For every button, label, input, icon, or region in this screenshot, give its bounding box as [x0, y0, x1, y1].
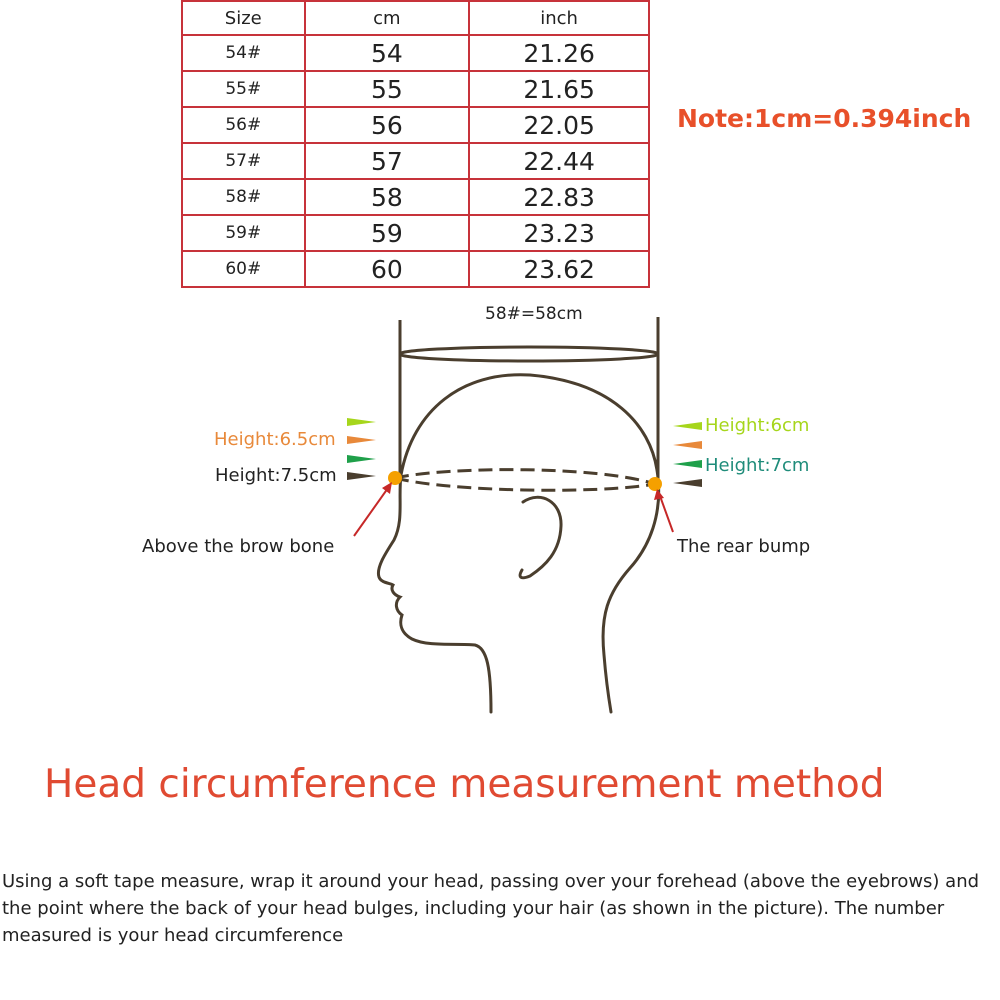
wedge-height-7-left [347, 455, 376, 463]
size-cell: 55# [182, 71, 305, 107]
head-outline [378, 375, 657, 712]
size-cell: 59# [182, 215, 305, 251]
rear-bump-label: The rear bump [677, 536, 811, 557]
rear-pointer-line [660, 496, 673, 532]
inch-cell: 21.26 [469, 35, 649, 71]
inch-cell: 23.62 [469, 251, 649, 287]
height-7-label: Height:7cm [705, 455, 810, 476]
header-inch: inch [469, 1, 649, 35]
cm-cell: 54 [305, 35, 470, 71]
size-cell: 56# [182, 107, 305, 143]
brow-point-marker [388, 471, 402, 485]
cm-cell: 59 [305, 215, 470, 251]
circumference-label: 58#=58cm [485, 304, 583, 324]
wedge-height-6-5-left [347, 436, 376, 444]
wedge-height-6-5-right [673, 441, 702, 449]
wedge-height-7-5-right [673, 479, 702, 487]
rear-point-marker [648, 477, 662, 491]
inch-cell: 22.83 [469, 179, 649, 215]
height-7-5-label: Height:7.5cm [215, 465, 337, 486]
instructions-text: Using a soft tape measure, wrap it around your head, passing over your forehead (above the eyebrows) and the point where the back of your head bulges, including your hair (as shown in the picture). The number measured is your head circumference [2, 871, 980, 946]
brow-bone-label: Above the brow bone [142, 536, 335, 557]
wedge-height-6-right [673, 422, 702, 430]
size-cell: 60# [182, 251, 305, 287]
cm-cell: 55 [305, 71, 470, 107]
height-6-5-label: Height:6.5cm [214, 429, 336, 450]
cm-cell: 57 [305, 143, 470, 179]
size-cell: 54# [182, 35, 305, 71]
wedge-height-7-5-left [347, 472, 376, 480]
size-cell: 57# [182, 143, 305, 179]
header-size: Size [182, 1, 305, 35]
cm-cell: 56 [305, 107, 470, 143]
ear-outline [520, 497, 561, 577]
page-heading: Head circumference measurement method [44, 762, 885, 807]
inch-cell: 21.65 [469, 71, 649, 107]
wedge-height-6-left [347, 418, 376, 426]
inch-cell: 22.05 [469, 107, 649, 143]
top-ring [400, 347, 658, 361]
height-6-label: Height:6cm [705, 415, 810, 436]
size-cell: 58# [182, 179, 305, 215]
brow-pointer-line [354, 488, 388, 536]
conversion-note: Note:1cm=0.394inch [677, 104, 972, 133]
tape-band-front [395, 470, 655, 484]
wedge-height-7-right [673, 460, 702, 468]
header-cm: cm [305, 1, 470, 35]
inch-cell: 23.23 [469, 215, 649, 251]
neck-back-outline [603, 470, 659, 712]
cm-cell: 60 [305, 251, 470, 287]
inch-cell: 22.44 [469, 143, 649, 179]
tape-band-back [395, 478, 655, 490]
brow-pointer-arrowhead [382, 482, 392, 494]
cm-cell: 58 [305, 179, 470, 215]
